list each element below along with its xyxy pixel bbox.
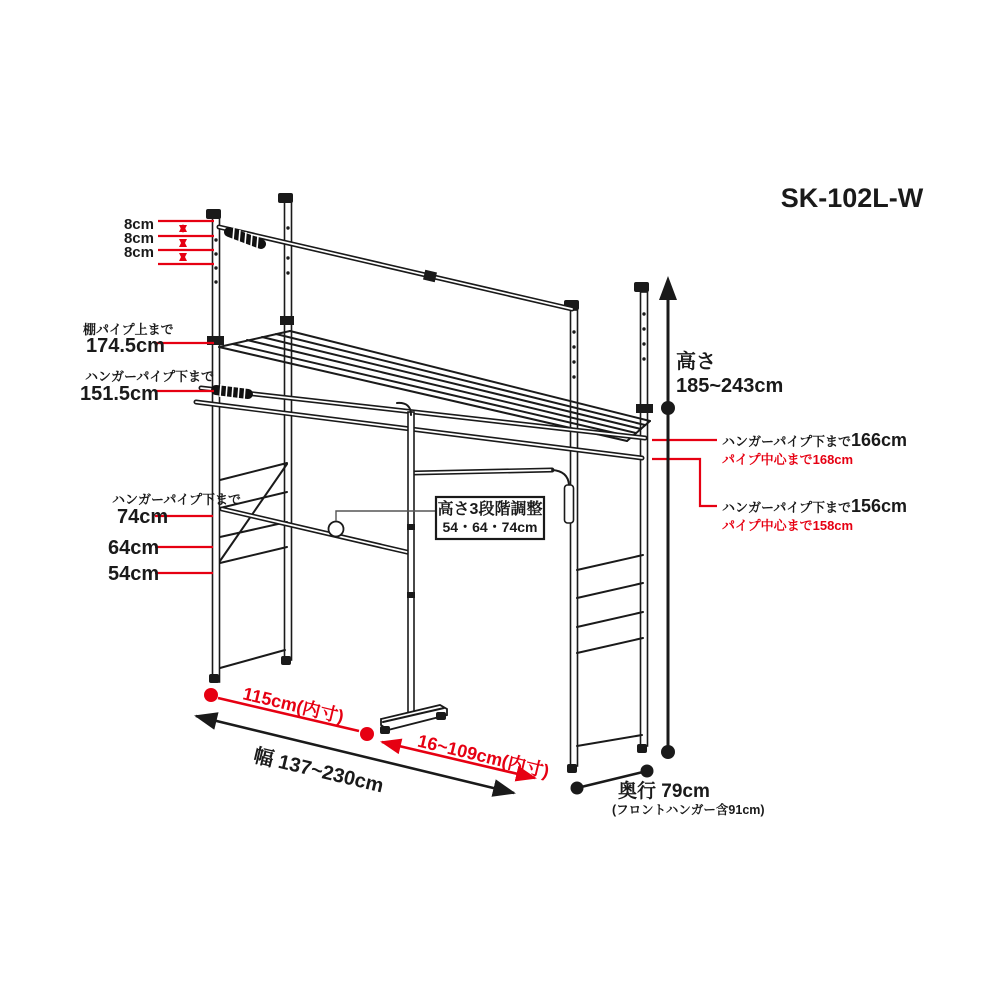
pipe-upper-sub: パイプ中心まで168cm (722, 452, 854, 467)
hanger-upper-value: 151.5cm (80, 383, 159, 405)
pointer-156-bracket (652, 459, 717, 506)
gap-label-2: 8cm (123, 230, 154, 247)
tension-pole-left-front (206, 209, 224, 683)
inner-width-label: 115cm(内寸) (240, 683, 346, 727)
hanger-lower-64: 64cm (108, 537, 160, 559)
bottom-annotations (241, 682, 765, 817)
top-hanger-bar (219, 227, 572, 309)
product-title: SK-102L-W (780, 183, 924, 213)
hanger-lower-74: 74cm (117, 506, 169, 528)
height-value: 185~243cm (676, 375, 784, 397)
hanger-lower-label: ハンガーパイプ下まで (112, 492, 241, 507)
center-adjust-box (436, 497, 544, 539)
height-dimension-arrow (659, 276, 677, 759)
tension-pole-right-front (564, 300, 579, 773)
depth-label: 奥行 79cm (618, 781, 710, 802)
hanger-lower-54: 54cm (108, 563, 160, 585)
adjust-box-values: 54・64・74cm (442, 519, 538, 535)
pipe-lower-annotation: ハンガーパイプ下まで156cm (722, 496, 908, 516)
shelf-top-label: 棚パイプ上まで (83, 322, 174, 337)
adjust-box-leader (336, 511, 436, 521)
tension-pole-right-back (634, 282, 653, 753)
adjust-box-title: 高さ3段階調整 (437, 501, 543, 518)
slide-range-label: 16~109cm(内寸) (415, 730, 552, 782)
total-width-label: 幅 137~230cm (251, 744, 386, 798)
hanger-upper-label: ハンガーパイプ下まで (85, 369, 214, 384)
depth-note: (フロントハンガー含91cm) (612, 803, 765, 817)
rack-line-art (196, 193, 653, 773)
height-label: 高さ (676, 351, 716, 373)
pipe-upper-annotation: ハンガーパイプ下まで166cm (722, 430, 908, 450)
tension-pole-left-back (278, 193, 294, 665)
center-t-stand (380, 403, 447, 734)
shelf-top-value: 174.5cm (86, 335, 165, 357)
height-adjust-joint (329, 522, 344, 537)
top-gap-lines (158, 221, 214, 264)
right-side-rails (577, 555, 643, 746)
pipe-lower-sub: パイプ中心まで158cm (722, 518, 854, 533)
gap-label-3: 8cm (123, 244, 154, 261)
pipe-shelf (219, 331, 650, 441)
gap-label-1: 8cm (123, 216, 154, 233)
